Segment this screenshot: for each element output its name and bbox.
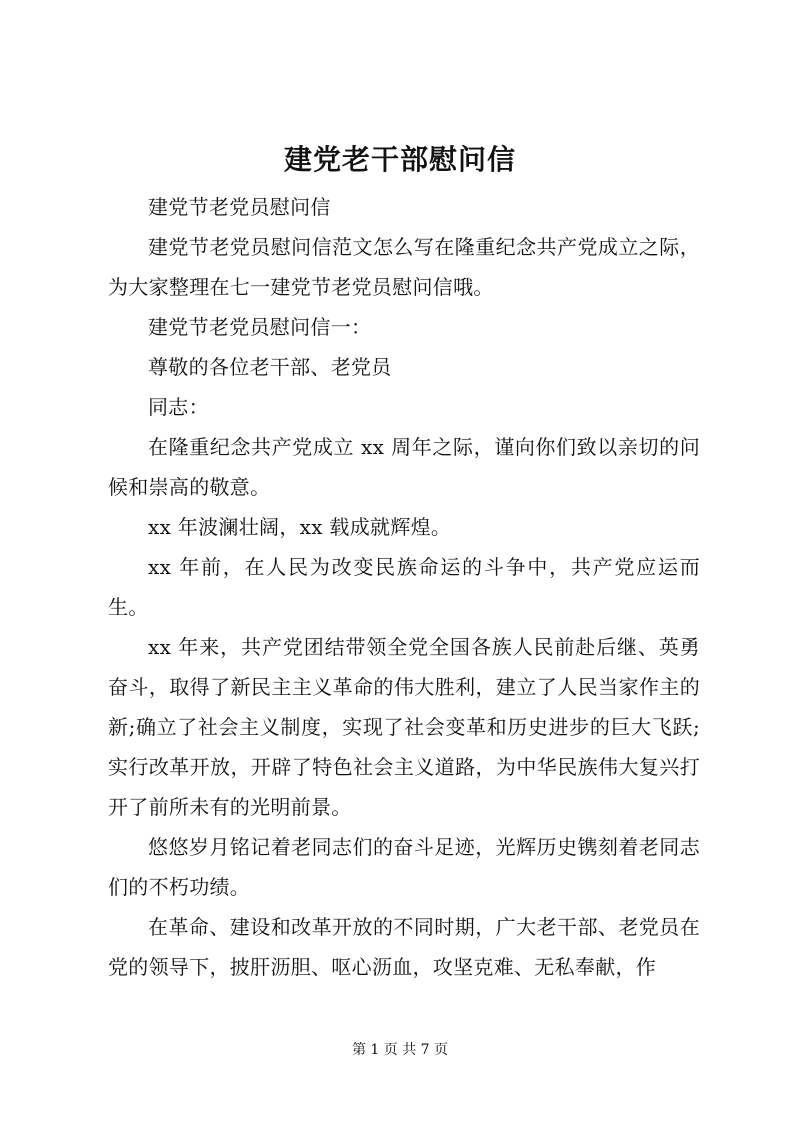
document-body <box>108 187 700 987</box>
page-footer: 第 1 页 共 7 页 <box>351 1042 449 1058</box>
paragraph: 建党节老党员慰问信一： <box>148 315 372 339</box>
paragraph: xx 年波澜壮阔，xx 载成就辉煌。 <box>148 515 452 539</box>
paragraph: 在革命、建设和改革开放的不同时期，广大老干部、老党员在党的领导下，披肝沥胆、呕心沥血，攻坚克难、无私奉献，作 <box>108 915 700 979</box>
paragraph: 建党节老党员慰问信范文怎么写在隆重纪念共产党成立之际，为大家整理在七一建党节老党员慰问信哦。 <box>108 235 700 299</box>
paragraph: 建党节老党员慰问信 <box>148 195 331 219</box>
paragraph: 在隆重纪念共产党成立 xx 周年之际，谨向你们致以亲切的问候和崇高的敬意。 <box>108 435 700 499</box>
document-title: 建党老干部慰问信 <box>283 143 516 176</box>
paragraph: xx 年来，共产党团结带领全党全国各族人民前赴后继、英勇奋斗，取得了新民主主义革命的伟大胜利，建立了人民当家作主的新;确立了社会主义制度，实现了社会变革和历史进步的巨大飞跃;实行改革开放，开辟了特色社会主义道路，为中华民族伟大复兴打开了前所未有的光明前景。 <box>108 635 700 819</box>
paragraph: 悠悠岁月铭记着老同志们的奋斗足迹，光辉历史镌刻着老同志们的不朽功绩。 <box>108 835 700 899</box>
paragraph: 尊敬的各位老干部、老党员 <box>148 355 392 379</box>
paragraph: 同志： <box>148 395 209 419</box>
paragraph: xx 年前，在人民为改变民族命运的斗争中，共产党应运而生。 <box>108 555 700 619</box>
